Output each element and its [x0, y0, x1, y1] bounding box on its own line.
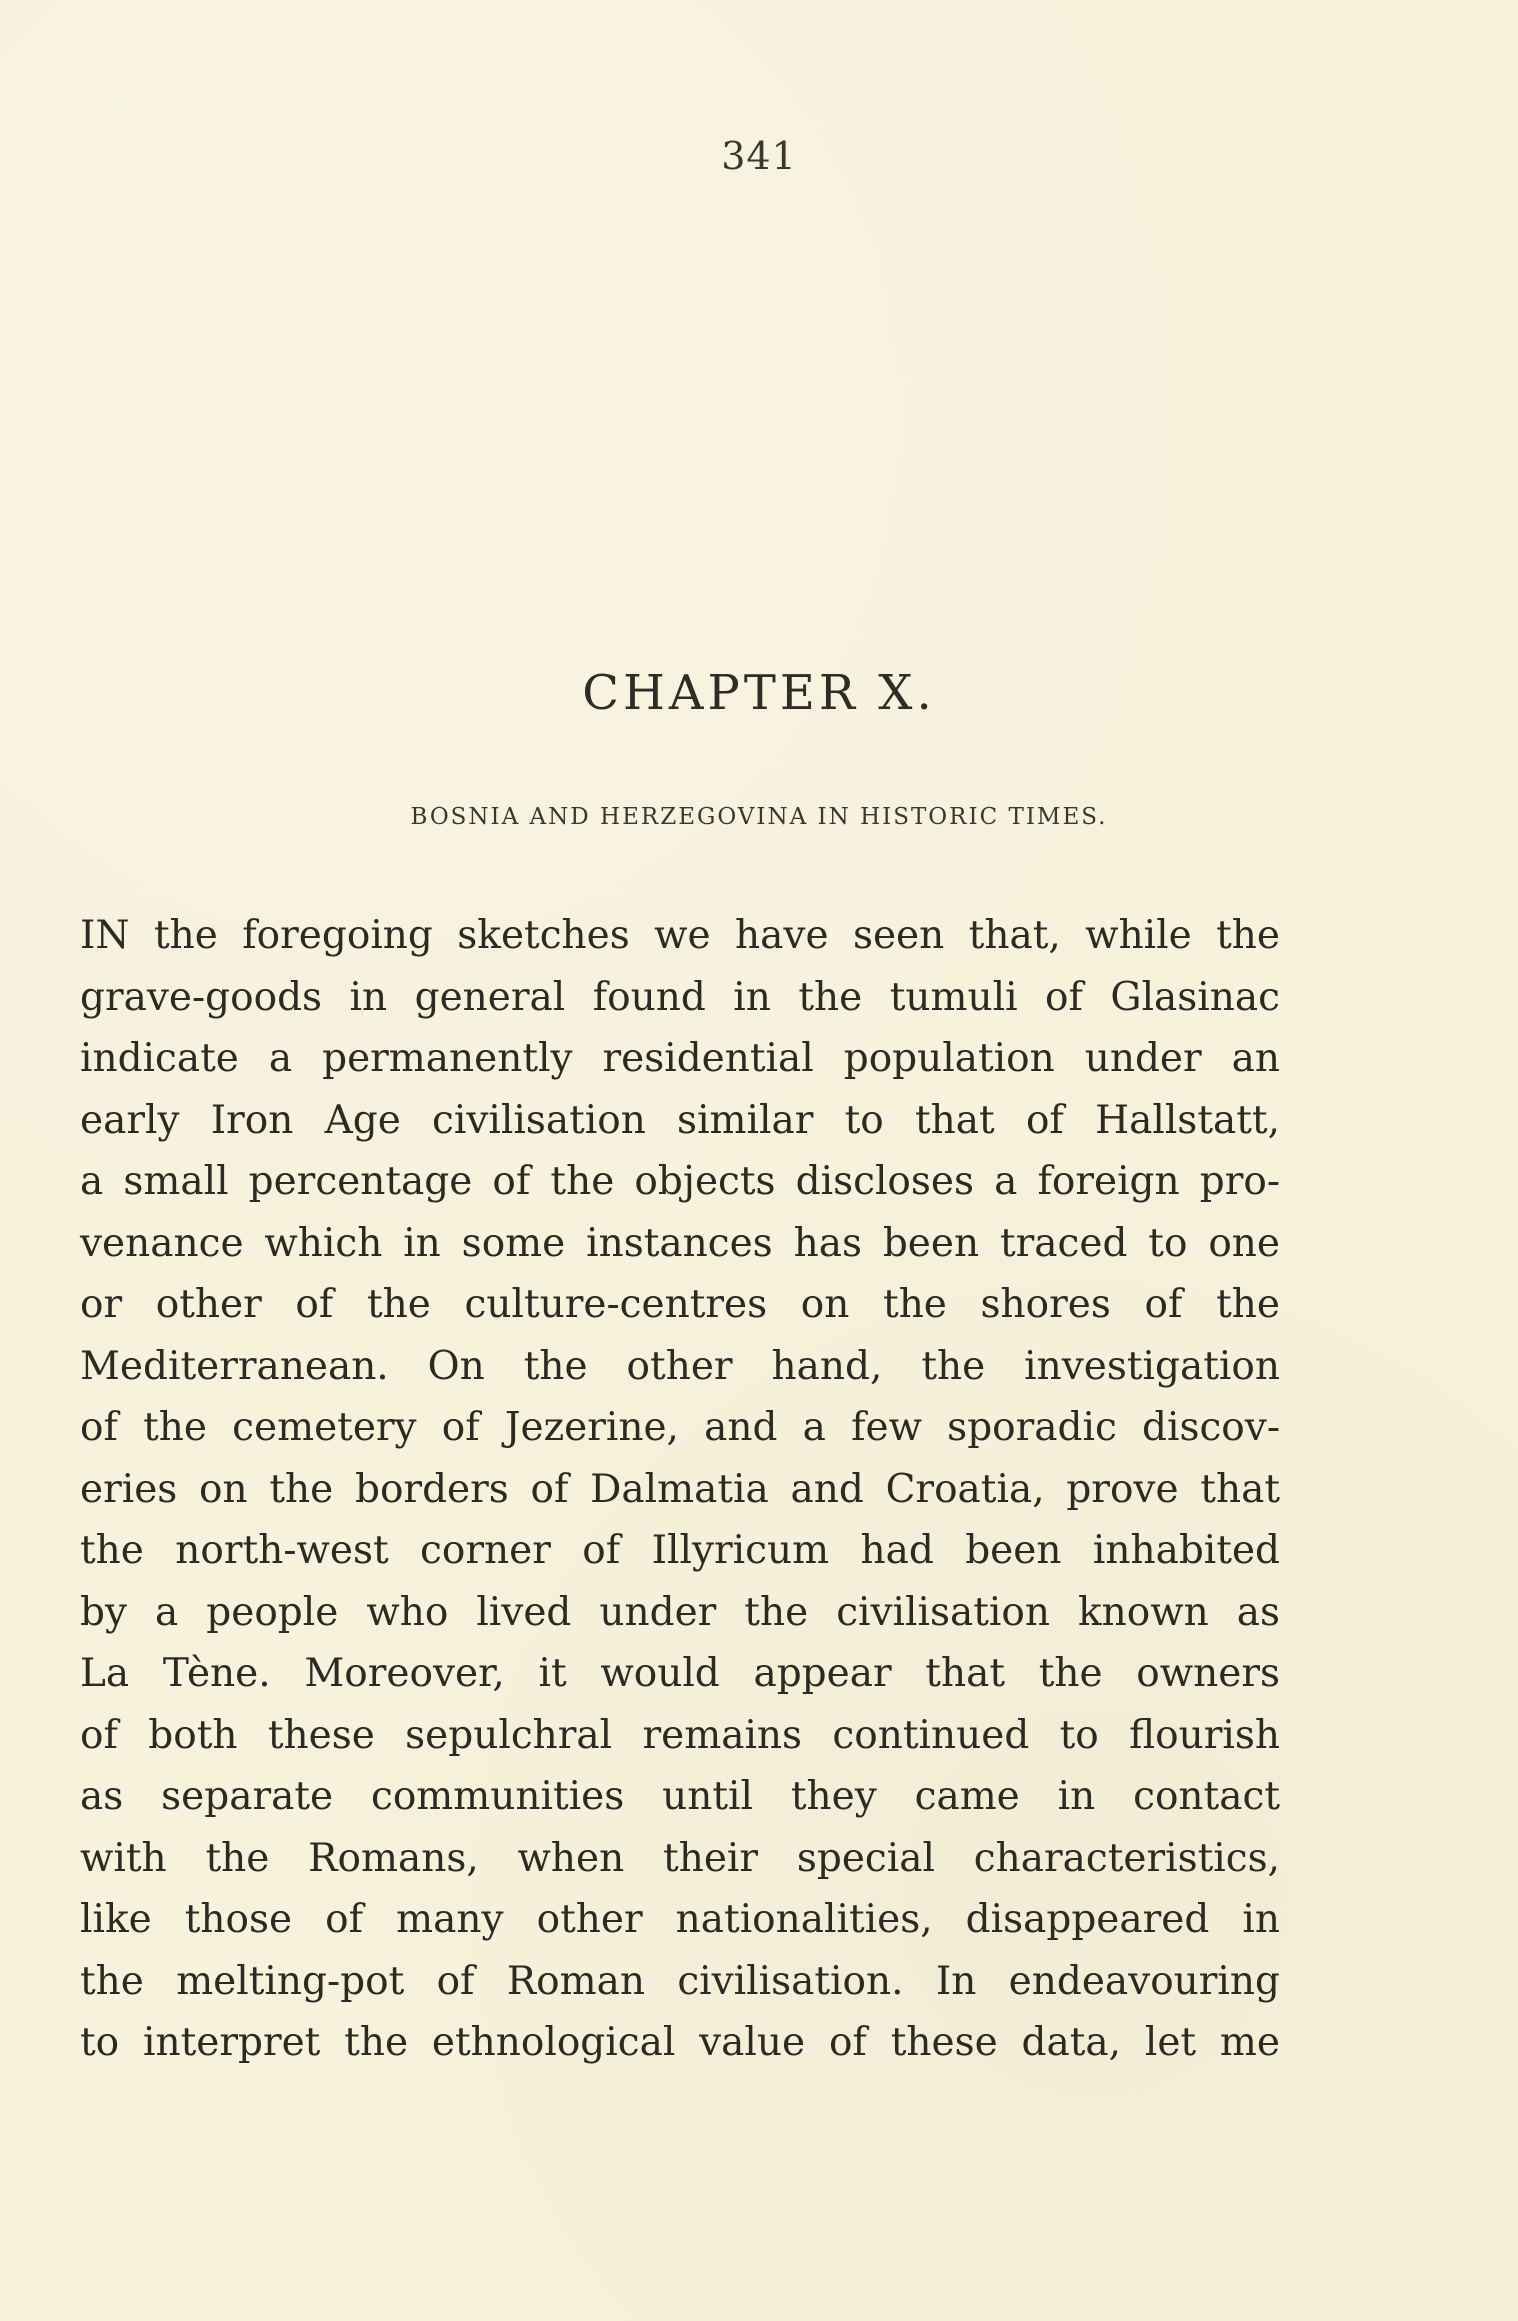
body-line: early Iron Age civilisation similar to that of Hallstatt,: [80, 1097, 1280, 1143]
body-line: IN the foregoing sketches we have seen that, while the: [80, 913, 1280, 958]
body-line: to interpret the ethnological value of these data, let me: [80, 2020, 1280, 2065]
body-line: like those of many other nationalities, disappeared in: [80, 1897, 1280, 1942]
body-line: the melting-pot of Roman civilisation. In endeavouring: [80, 1958, 1280, 2004]
body-line: indicate a permanently residential population under an: [80, 1036, 1280, 1081]
chapter-subtitle: BOSNIA AND HERZEGOVINA IN HISTORIC TIMES.: [410, 804, 1108, 830]
chapter-title: CHAPTER X.: [582, 665, 936, 721]
body-line: of the cemetery of Jezerine, and a few sporadic discov-: [80, 1405, 1280, 1450]
body-line: as separate communities until they came in contact: [80, 1774, 1280, 1819]
body-line: eries on the borders of Dalmatia and Croatia, prove that: [80, 1466, 1280, 1512]
body-line: of both these sepulchral remains continued to flourish: [80, 1712, 1280, 1758]
body-line: grave-goods in general found in the tumuli of Glasinac: [80, 974, 1280, 1020]
body-line: or other of the culture-centres on the shores of the: [80, 1282, 1280, 1327]
body-line: with the Romans, when their special characteristics,: [80, 1835, 1280, 1881]
body-line: Mediterranean. On the other hand, the investigation: [80, 1343, 1280, 1389]
body-line: a small percentage of the objects discloses a foreign pro-: [80, 1159, 1280, 1204]
body-line: La Tène. Moreover, it would appear that the owners: [80, 1651, 1280, 1696]
body-line: by a people who lived under the civilisation known as: [80, 1589, 1280, 1635]
body-text: [80, 905, 1280, 2074]
body-line: venance which in some instances has been traced to one: [80, 1220, 1280, 1266]
page-number: 341: [721, 134, 797, 178]
body-line: the north-west corner of Illyricum had been inhabited: [80, 1528, 1280, 1573]
